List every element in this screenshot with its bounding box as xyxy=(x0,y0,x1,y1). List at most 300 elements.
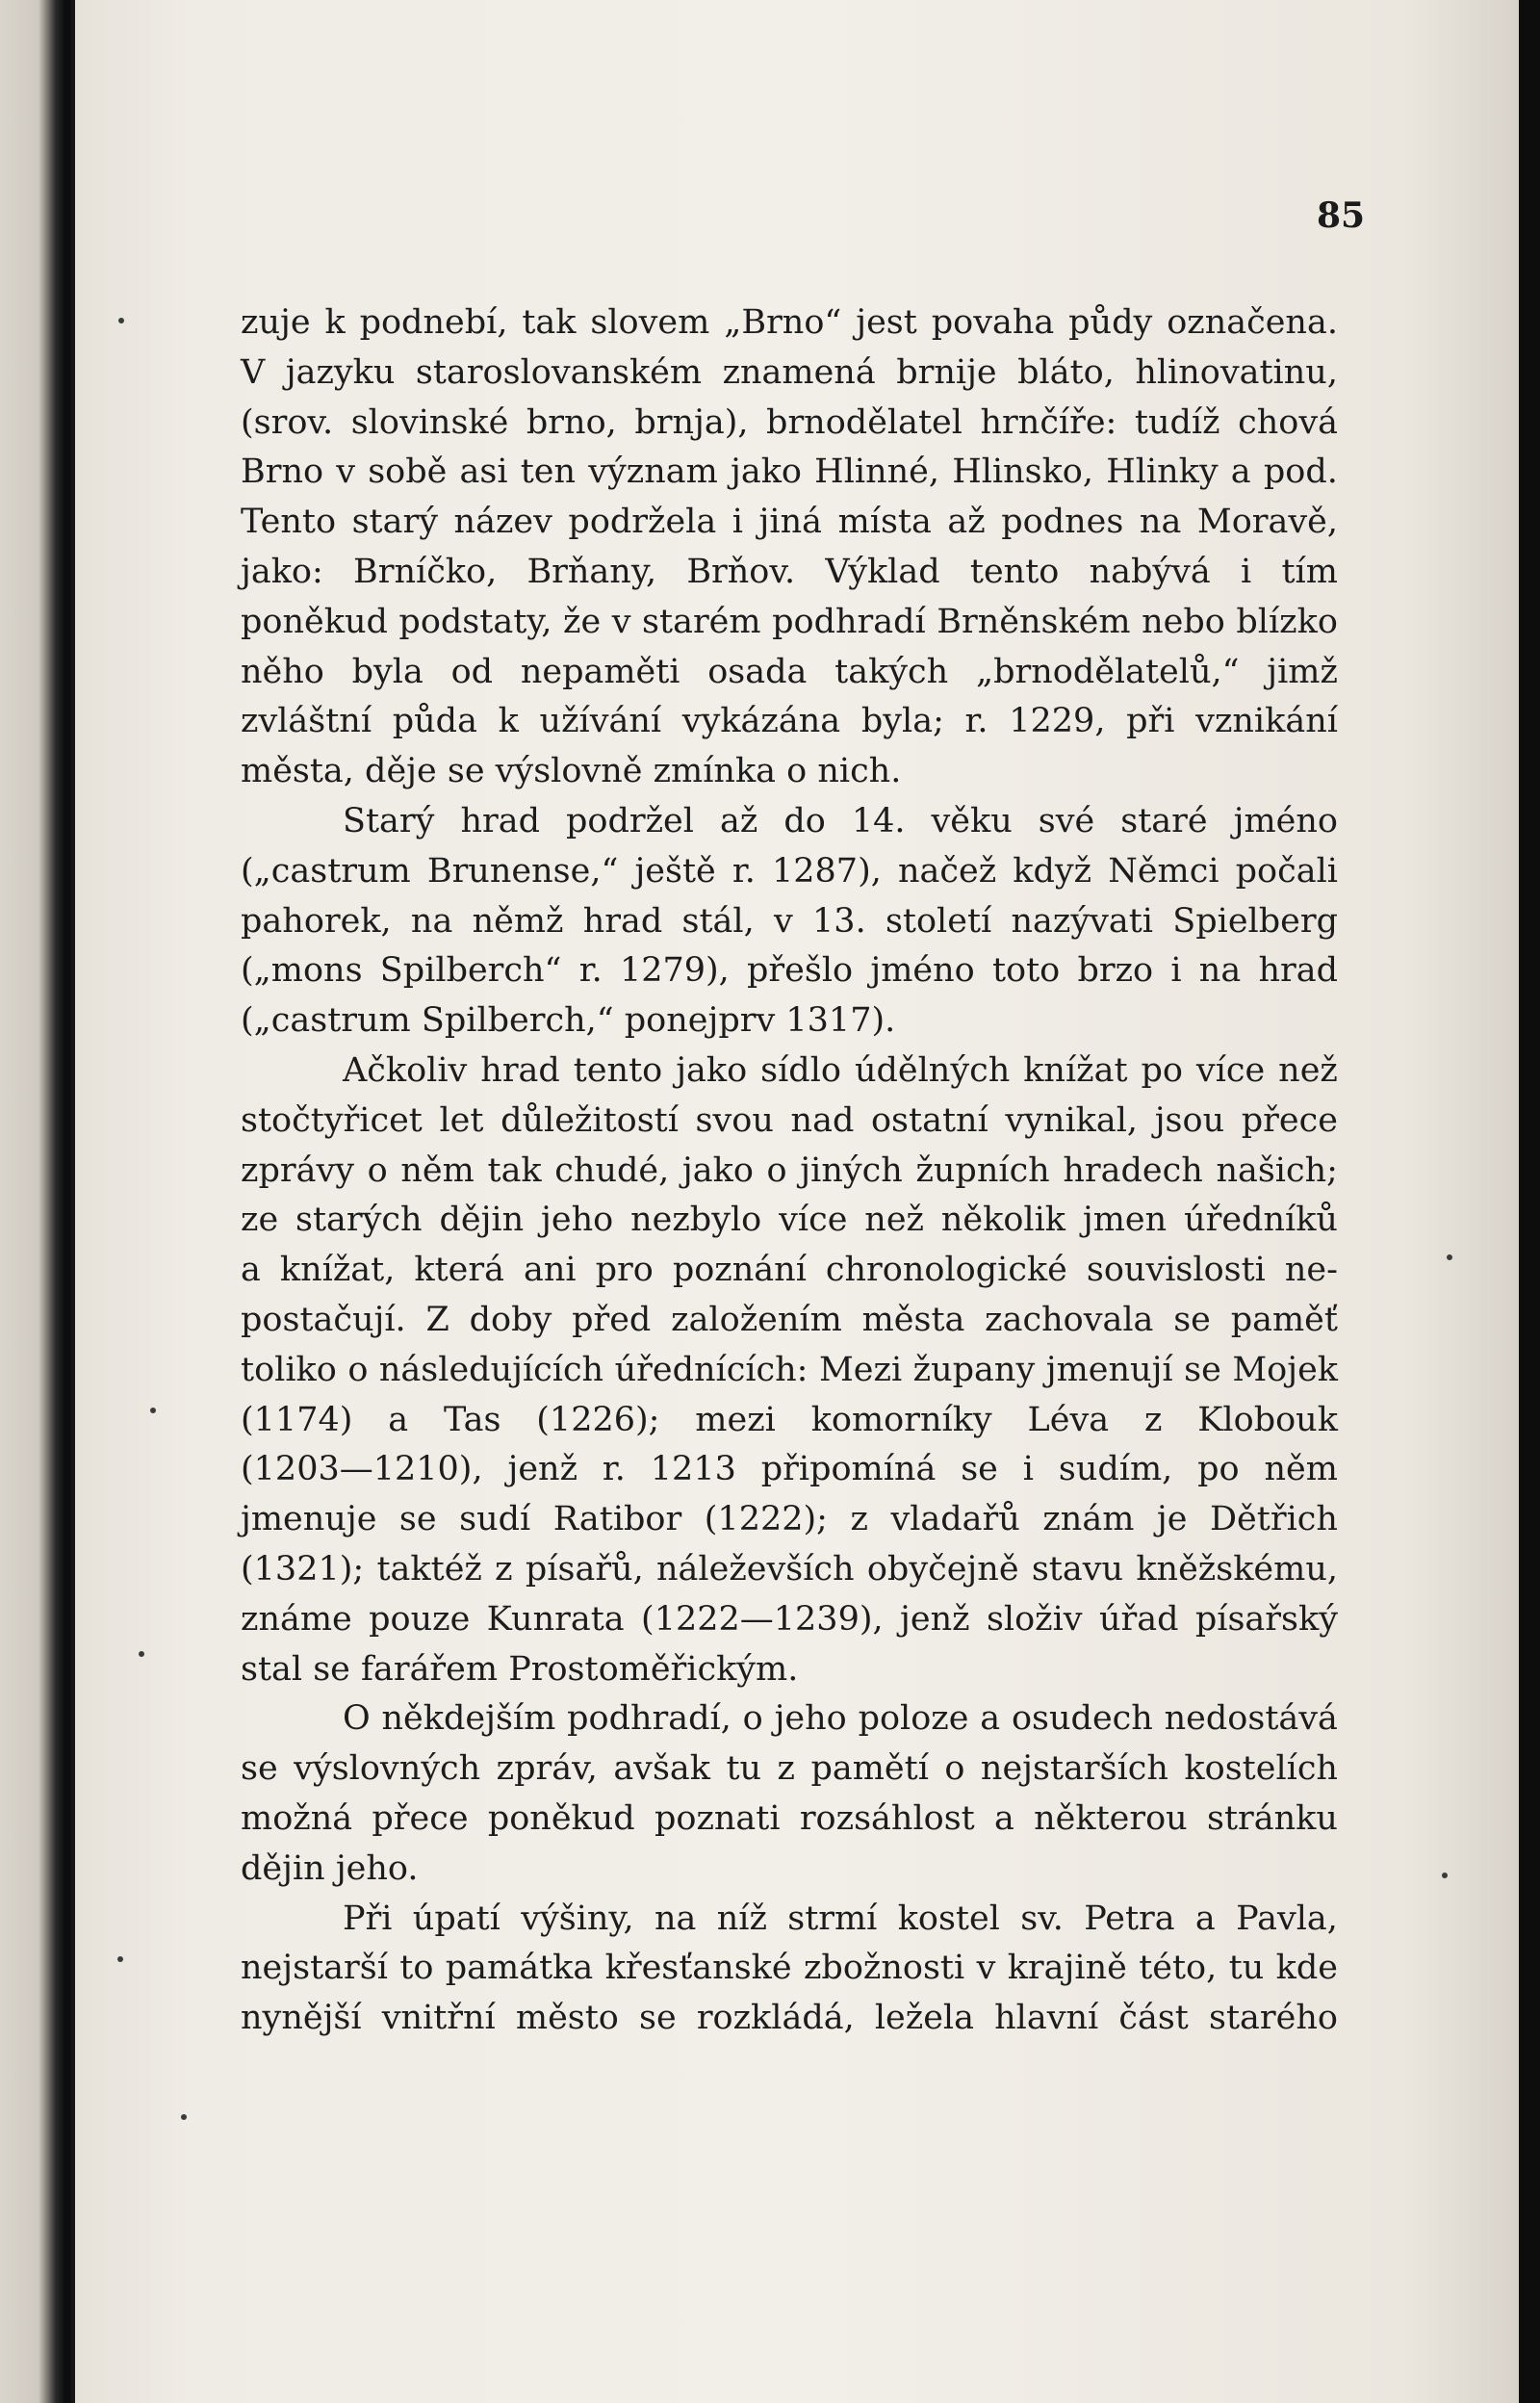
word: župany xyxy=(912,1350,1036,1389)
word: a xyxy=(1194,1899,1216,1938)
word: obyčejně xyxy=(866,1549,1019,1589)
word: sídlo xyxy=(760,1050,841,1090)
text-line xyxy=(241,298,1338,349)
word: (1222—1239), xyxy=(641,1599,884,1639)
text-line: stal se farářem Prostoměřickým. xyxy=(241,1649,799,1689)
word: pouze xyxy=(369,1599,471,1639)
word: („castrum xyxy=(241,851,411,891)
word: hlinovatinu, xyxy=(1135,352,1338,392)
word: a xyxy=(241,1251,261,1290)
word: jenž xyxy=(507,1450,578,1489)
word: r. xyxy=(964,702,988,741)
word: Při xyxy=(343,1899,393,1938)
word: Ratibor xyxy=(552,1500,682,1539)
text-line xyxy=(241,897,1338,947)
word: zbožnosti xyxy=(803,1949,965,1988)
word: kostel xyxy=(897,1899,1000,1938)
word: půdy xyxy=(1068,303,1153,342)
word: („mons xyxy=(241,951,363,991)
word: počali xyxy=(1235,851,1338,891)
word: nejstarších xyxy=(980,1749,1168,1789)
word: podnebí, xyxy=(359,303,508,342)
word: jeho xyxy=(774,1699,847,1739)
word: až xyxy=(947,503,986,542)
paper-speck xyxy=(118,318,124,323)
word: toliko xyxy=(241,1350,337,1389)
word: tak xyxy=(487,1150,542,1190)
word: sudí xyxy=(459,1500,531,1539)
word: stavu xyxy=(1031,1549,1124,1589)
word: město xyxy=(515,1999,619,2038)
word: „brnodělatelů,“ xyxy=(975,652,1240,691)
word: jako xyxy=(681,1150,754,1190)
word: zprávy xyxy=(241,1150,354,1190)
word: svou xyxy=(695,1100,774,1140)
word: Brňany, xyxy=(526,552,657,591)
text-line: města, děje se výslovně zmínka o nich. xyxy=(241,752,902,791)
word: Brněnském xyxy=(937,602,1131,641)
word: byla xyxy=(351,652,424,691)
word: Spilberch“ xyxy=(379,951,562,991)
word: „Brno“ xyxy=(724,303,842,342)
word: jméno xyxy=(1233,801,1338,840)
word: jazyku xyxy=(285,352,396,392)
word: knížat, xyxy=(279,1251,396,1290)
page-number: 85 xyxy=(1317,195,1366,236)
word: nynější xyxy=(241,1999,362,2038)
word: vznikání xyxy=(1195,702,1338,741)
text-line xyxy=(241,1694,1338,1744)
word: vnitřní xyxy=(381,1999,496,2038)
word: jako xyxy=(731,452,802,492)
word: úpatí xyxy=(412,1899,500,1938)
word: úředníků xyxy=(1184,1201,1338,1240)
word: hrad xyxy=(460,801,540,840)
text-line xyxy=(241,349,1338,399)
word: Z xyxy=(425,1300,449,1339)
word: Hlinné, xyxy=(814,452,940,492)
word: někdejším xyxy=(381,1699,556,1739)
word: hrnčíře: xyxy=(980,402,1117,442)
word: Petra xyxy=(1084,1899,1175,1938)
word: označena. xyxy=(1167,303,1338,342)
word: úřad xyxy=(1098,1599,1179,1639)
word: podnes xyxy=(1001,503,1124,542)
word: sudím, xyxy=(1058,1450,1173,1489)
word: tak xyxy=(522,303,577,342)
word: doby xyxy=(469,1300,552,1339)
book-spine-edge xyxy=(0,0,64,2403)
word: více xyxy=(1195,1050,1266,1090)
word: jsou xyxy=(1154,1100,1225,1140)
word: brno, xyxy=(526,402,617,442)
word: Mojek xyxy=(1232,1350,1338,1389)
word: jiných xyxy=(800,1150,903,1190)
word: a xyxy=(980,1699,1001,1739)
word: úřednících: xyxy=(614,1350,808,1389)
word: z xyxy=(495,1549,513,1589)
word: tento xyxy=(969,552,1060,591)
text-line xyxy=(241,1994,1338,2044)
word: župních xyxy=(915,1150,1050,1190)
word: v xyxy=(611,602,631,641)
word: poznati xyxy=(654,1798,781,1838)
word: Ačkoliv xyxy=(343,1050,468,1090)
word: a xyxy=(1230,452,1251,492)
text-line xyxy=(241,1046,1338,1097)
word: výšiny, xyxy=(521,1899,634,1938)
word: paměť xyxy=(1230,1300,1338,1339)
word: náleževších xyxy=(656,1549,855,1589)
word: možná xyxy=(241,1798,353,1838)
word: blízko xyxy=(1236,602,1338,641)
word: vykázána xyxy=(681,702,841,741)
word: brnja), xyxy=(634,402,749,442)
word: tudíž xyxy=(1134,402,1220,442)
word: křesťanské xyxy=(604,1949,792,1988)
word: chronologické xyxy=(825,1251,1067,1290)
word: po xyxy=(1141,1050,1183,1090)
word: podstaty, xyxy=(398,602,552,641)
word: města xyxy=(861,1300,965,1339)
text-line xyxy=(241,648,1338,698)
word: toto xyxy=(991,951,1061,991)
word: (1321); xyxy=(241,1549,365,1589)
word: 1279), xyxy=(619,951,730,991)
word: sv. xyxy=(1020,1899,1064,1938)
word: ne- xyxy=(1284,1251,1338,1290)
word: osudech xyxy=(1011,1699,1153,1739)
word: staré xyxy=(1120,801,1208,840)
word: při xyxy=(1126,702,1175,741)
text-line xyxy=(241,1097,1338,1147)
word: chová xyxy=(1238,402,1338,442)
word: povaha xyxy=(931,303,1055,342)
text-line xyxy=(241,1246,1338,1296)
word: Brunense,“ xyxy=(426,851,619,891)
word: na xyxy=(1139,503,1182,542)
paper-speck xyxy=(150,1408,156,1413)
word: se xyxy=(961,1450,998,1489)
word: znamená xyxy=(722,352,876,392)
word: tento xyxy=(573,1050,663,1090)
word: znám xyxy=(1042,1500,1135,1539)
word: nazývati xyxy=(1011,901,1153,941)
word: (1222); xyxy=(704,1500,828,1539)
word: 1213 xyxy=(650,1450,736,1489)
word: takých xyxy=(834,652,949,691)
word: některou xyxy=(1034,1798,1188,1838)
word: přece xyxy=(1241,1100,1338,1140)
word: jiná xyxy=(758,503,823,542)
word: r. xyxy=(578,951,603,991)
word: složiv xyxy=(986,1599,1083,1639)
word: na xyxy=(1198,951,1242,991)
word: hlavní xyxy=(994,1999,1099,2038)
word: pahorek, xyxy=(241,901,392,941)
text-line xyxy=(241,399,1338,449)
word: před xyxy=(572,1300,652,1339)
word: našich; xyxy=(1216,1150,1338,1190)
text-line xyxy=(241,1396,1338,1446)
word: slovem xyxy=(590,303,710,342)
word: jenž xyxy=(900,1599,970,1639)
book-page xyxy=(71,0,1519,2403)
paper-speck xyxy=(1447,1254,1452,1260)
word: Tento xyxy=(241,503,337,542)
word: na xyxy=(410,901,453,941)
word: ostatní xyxy=(870,1100,988,1140)
word: němž xyxy=(472,901,564,941)
word: zvláštní xyxy=(241,702,372,741)
word: nabývá xyxy=(1089,552,1211,591)
word: jmenují xyxy=(1045,1350,1173,1389)
word: starém xyxy=(642,602,761,641)
word: od xyxy=(450,652,494,691)
word: Hlinsko, xyxy=(952,452,1094,492)
text-line xyxy=(241,1744,1338,1795)
word: (srov. xyxy=(241,402,334,442)
word: zuje xyxy=(241,303,311,342)
word: souvislosti xyxy=(1086,1251,1266,1290)
word: 1229, xyxy=(1009,702,1106,741)
word: Dětřich xyxy=(1210,1500,1338,1539)
word: knížat xyxy=(1023,1050,1128,1090)
word: význam xyxy=(588,452,718,492)
text-line xyxy=(241,1545,1338,1595)
word: se xyxy=(398,1500,437,1539)
text-line xyxy=(241,1147,1338,1197)
text-line xyxy=(241,548,1338,598)
text-line xyxy=(241,797,1338,847)
paper-speck xyxy=(117,1956,123,1962)
word: (1226); xyxy=(536,1400,660,1439)
word: část xyxy=(1118,1999,1189,2038)
word: pro xyxy=(595,1251,654,1290)
word: starého xyxy=(1208,1999,1338,2038)
word: brnodělatel xyxy=(766,402,962,442)
word: jest xyxy=(856,303,917,342)
word: o xyxy=(742,1699,763,1739)
word: i xyxy=(1241,552,1252,591)
text-line xyxy=(241,598,1338,648)
word: se xyxy=(639,1999,677,2038)
text-line xyxy=(241,946,1338,996)
word: v xyxy=(336,452,356,492)
paper-speck xyxy=(1442,1873,1448,1878)
word: poněkud xyxy=(487,1798,635,1838)
text-line xyxy=(241,498,1338,548)
word: asi xyxy=(459,452,508,492)
word: 1287), xyxy=(772,851,882,891)
word: zpráv, xyxy=(496,1749,598,1789)
word: více xyxy=(779,1201,848,1240)
word: Výklad xyxy=(825,552,940,591)
text-line xyxy=(241,1495,1338,1545)
word: nepaměti xyxy=(520,652,680,691)
word: jimž xyxy=(1267,652,1338,691)
word: starý xyxy=(351,503,438,542)
text-line xyxy=(241,1445,1338,1495)
word: se xyxy=(1173,1300,1211,1339)
word: podržel xyxy=(566,801,694,840)
text-line: dějin jeho. xyxy=(241,1848,419,1888)
word: podhradí, xyxy=(567,1699,732,1739)
word: zachovala xyxy=(985,1300,1154,1339)
word: je xyxy=(1156,1500,1188,1539)
word: něm xyxy=(1264,1450,1338,1489)
word: přešlo xyxy=(747,951,854,991)
text-line xyxy=(241,448,1338,498)
word: na xyxy=(654,1899,697,1938)
word: Klobouk xyxy=(1197,1400,1338,1439)
word: se xyxy=(1184,1350,1221,1389)
word: mezi xyxy=(695,1400,776,1439)
word: Kunrata xyxy=(486,1599,625,1639)
word: něm xyxy=(400,1150,475,1190)
word: když xyxy=(1013,851,1092,891)
word: byla; xyxy=(860,702,944,741)
word: Spielberg xyxy=(1172,901,1338,941)
word: hrad xyxy=(582,901,663,941)
word: Starý xyxy=(343,801,435,840)
text-line xyxy=(241,1296,1338,1346)
paper-speck xyxy=(181,2114,187,2120)
word: než xyxy=(864,1201,924,1240)
word: hrad xyxy=(1258,951,1338,991)
word: poloze xyxy=(858,1699,969,1739)
text-line: („castrum Spilberch,“ ponejprv 1317). xyxy=(241,1001,896,1041)
word: že xyxy=(563,602,602,641)
word: kostelích xyxy=(1184,1749,1338,1789)
word: podhradí xyxy=(772,602,926,641)
word: Moravě, xyxy=(1196,503,1338,542)
word: jeho xyxy=(541,1201,614,1240)
text-line xyxy=(241,1595,1338,1645)
word: a xyxy=(994,1798,1014,1838)
word: i xyxy=(1022,1450,1034,1489)
word: jmen xyxy=(1082,1201,1168,1240)
word: z xyxy=(1143,1400,1163,1439)
word: brzo xyxy=(1077,951,1154,991)
word: strmí xyxy=(787,1899,878,1938)
word: Hlinky xyxy=(1106,452,1219,492)
word: písařů, xyxy=(525,1549,644,1589)
word: století xyxy=(885,901,992,941)
text-line xyxy=(241,847,1338,897)
word: k xyxy=(498,702,519,741)
word: o xyxy=(347,1350,369,1389)
word: o xyxy=(367,1150,388,1190)
word: V xyxy=(241,352,266,392)
word: důležitostí xyxy=(500,1100,679,1140)
word: brnije xyxy=(896,352,997,392)
word: se xyxy=(241,1749,278,1789)
word: užívání xyxy=(539,702,662,741)
word: Němci xyxy=(1108,851,1219,891)
word: k xyxy=(324,303,346,342)
word: až xyxy=(719,801,758,840)
word: údělných xyxy=(854,1050,1011,1090)
word: starých xyxy=(295,1201,423,1240)
word: stránku xyxy=(1207,1798,1338,1838)
word: ani xyxy=(523,1251,577,1290)
word: (1174) xyxy=(241,1400,353,1439)
word: ležela xyxy=(874,1999,974,2038)
word: Pavla, xyxy=(1236,1899,1338,1938)
word: nejstarší xyxy=(241,1949,388,1988)
word: dějin xyxy=(439,1201,525,1240)
word: jako: xyxy=(241,552,323,591)
body-text xyxy=(241,298,1338,2044)
word: chudé, xyxy=(554,1150,670,1190)
word: následujících xyxy=(378,1350,604,1389)
word: název xyxy=(453,503,552,542)
word: nebo xyxy=(1142,602,1225,641)
text-line xyxy=(241,697,1338,747)
word: než xyxy=(1278,1050,1338,1090)
text-line xyxy=(241,1795,1338,1845)
word: rozkládá, xyxy=(696,1999,855,2038)
text-line xyxy=(241,1944,1338,1994)
word: písařský xyxy=(1194,1599,1338,1639)
word: tu xyxy=(1228,1949,1265,1988)
word: kde xyxy=(1275,1949,1338,1988)
word: slovinské xyxy=(350,402,509,442)
word: avšak xyxy=(613,1749,710,1789)
word: bláto, xyxy=(1017,352,1115,392)
word: hrad xyxy=(480,1050,560,1090)
word: tím xyxy=(1281,552,1338,591)
word: založením xyxy=(671,1300,842,1339)
word: této, xyxy=(1139,1949,1218,1988)
word: Mezi xyxy=(818,1350,903,1389)
text-line xyxy=(241,1196,1338,1246)
word: vladařů xyxy=(890,1500,1020,1539)
word: poznání xyxy=(672,1251,807,1290)
word: níž xyxy=(716,1899,767,1938)
word: věku xyxy=(931,801,1013,840)
word: přece xyxy=(372,1798,469,1838)
word: pod. xyxy=(1263,452,1338,492)
word: tu xyxy=(726,1749,762,1789)
word: jmenuje xyxy=(241,1500,377,1539)
word: ještě xyxy=(634,851,716,891)
word: taktéž xyxy=(376,1549,482,1589)
word: kněžskému, xyxy=(1136,1549,1338,1589)
word: staroslovanském xyxy=(415,352,703,392)
word: místa xyxy=(837,503,932,542)
word: sobě xyxy=(368,452,448,492)
word: Brníčko, xyxy=(353,552,498,591)
word: (1203—1210), xyxy=(241,1450,483,1489)
word: Brňov. xyxy=(686,552,796,591)
word: postačují. xyxy=(241,1300,406,1339)
word: připomíná xyxy=(760,1450,937,1489)
word: nad xyxy=(790,1100,855,1140)
word: do xyxy=(783,801,826,840)
word: půda xyxy=(392,702,477,741)
word: z xyxy=(850,1500,868,1539)
word: jméno xyxy=(870,951,975,991)
word: jako xyxy=(676,1050,748,1090)
word: o xyxy=(766,1150,787,1190)
word: pamětí xyxy=(810,1749,929,1789)
word: načež xyxy=(897,851,997,891)
word: stočtyřicet xyxy=(241,1100,423,1140)
text-line xyxy=(241,1346,1338,1396)
word: r. xyxy=(602,1450,626,1489)
